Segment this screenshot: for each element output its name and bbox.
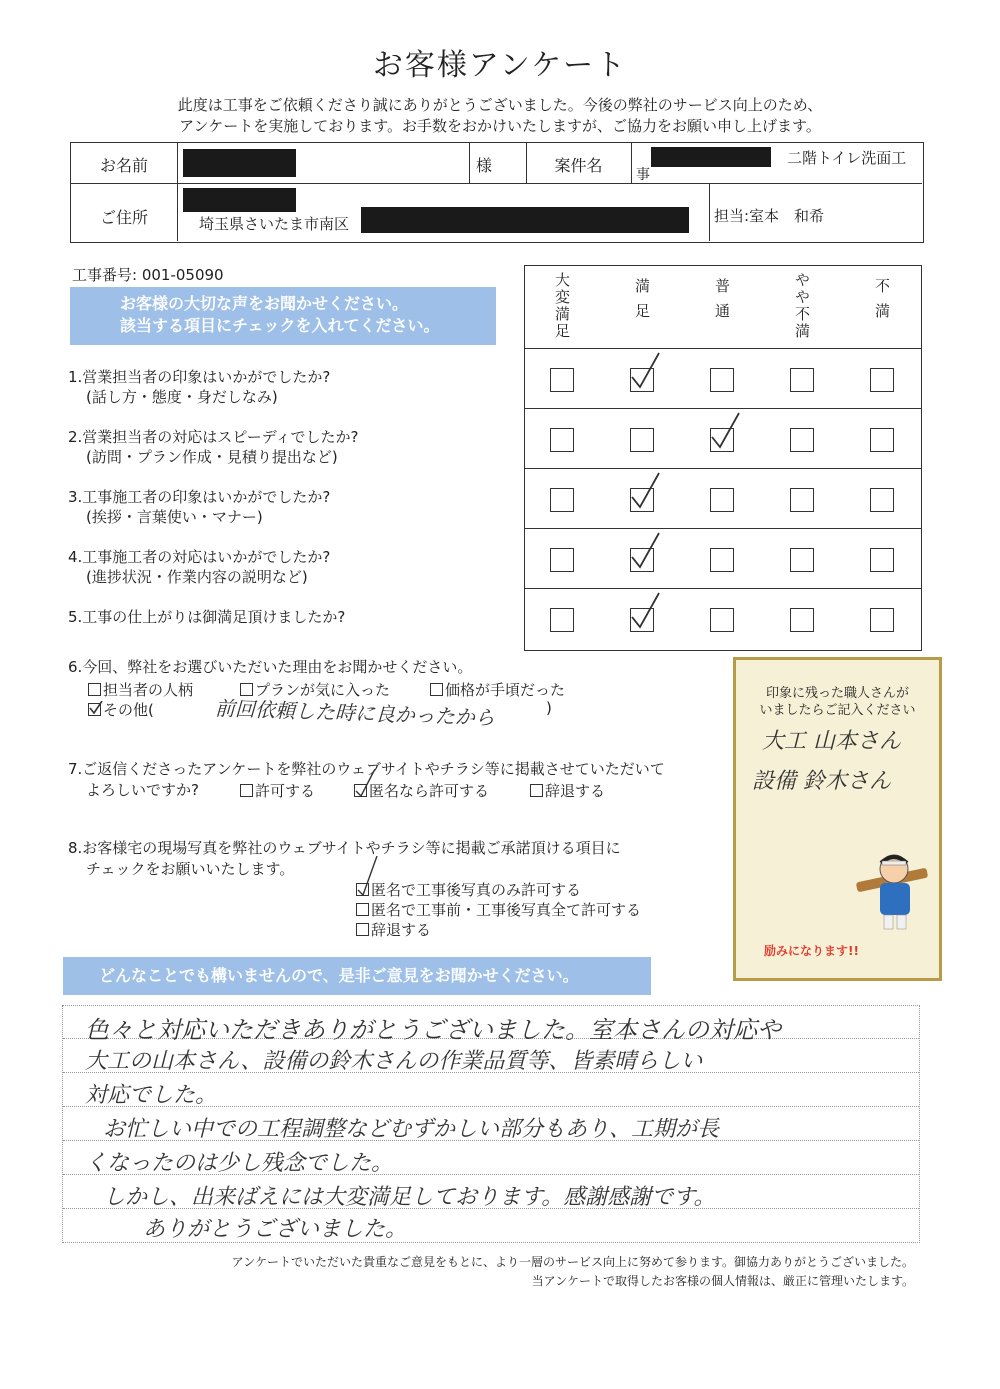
rating-checkbox-q2-3-checked[interactable] bbox=[710, 428, 734, 452]
q7-option-decline-box[interactable] bbox=[530, 784, 543, 797]
question-6-title: 6.今回、弊社をお選びいただいた理由をお聞かせください。 bbox=[68, 658, 473, 676]
page-title: お客様アンケート bbox=[372, 48, 628, 83]
comment-line-5: くなったのは少し残念でした。 bbox=[85, 1151, 394, 1176]
name-label: お名前 bbox=[99, 156, 148, 175]
comment-line-3: 対応でした。 bbox=[85, 1083, 218, 1108]
q6-option-staff-box[interactable] bbox=[88, 683, 101, 696]
q6-option-staff-label: 担当者の人柄 bbox=[103, 681, 194, 699]
rating-checkbox-q4-4[interactable] bbox=[790, 548, 814, 572]
question-5-title: 5.工事の仕上がりは御満足頂けましたか? bbox=[68, 608, 346, 626]
question-2 bbox=[68, 427, 358, 467]
intro-line-2: アンケートを実施しております。お手数をおかけいたしますが、ご協力をお願い申し上げます。 bbox=[179, 117, 821, 135]
comment-line-4: お忙しい中での工程調整などむずかしい部分もあり、工期が長 bbox=[103, 1117, 720, 1142]
q8-option-after-only-label: 匿名で工事後写真のみ許可する bbox=[371, 881, 582, 899]
q6-option-staff[interactable] bbox=[88, 679, 193, 700]
rating-checkbox-q2-4[interactable] bbox=[790, 428, 814, 452]
rating-checkbox-q1-2-checked[interactable] bbox=[630, 368, 654, 392]
question-1-sub: (話し方・態度・身だしなみ) bbox=[86, 388, 278, 406]
rating-checkbox-q2-5[interactable] bbox=[870, 428, 894, 452]
card-title-1: 印象に残った職人さんが bbox=[765, 686, 909, 701]
rating-checkbox-q3-1[interactable] bbox=[550, 488, 574, 512]
instruction-banner bbox=[70, 287, 496, 345]
rating-checkbox-q3-3[interactable] bbox=[710, 488, 734, 512]
card-handwriting-2: 設備 鈴木さん bbox=[752, 769, 891, 794]
address-value: 埼玉県さいたま市南区 bbox=[199, 215, 350, 233]
q6-option-other-label: その他( bbox=[103, 701, 154, 719]
banner-line-1: お客様の大切な声をお聞かせください。 bbox=[120, 294, 409, 313]
q7-option-allow-label: 許可する bbox=[255, 782, 316, 800]
rating-checkbox-q4-3[interactable] bbox=[710, 548, 734, 572]
question-4-title: 4.工事施工者の対応はいかがでしたか? bbox=[68, 548, 331, 566]
comment-line-2: 大工の山本さん、設備の鈴木さんの作業品質等、皆素晴らしい bbox=[85, 1049, 703, 1074]
redacted-address-2 bbox=[361, 207, 689, 233]
q8-option-all-box[interactable] bbox=[356, 903, 369, 916]
redacted-project bbox=[651, 147, 771, 167]
intro-line-1: 此度は工事をご依頼くださり誠にありがとうございました。今後の弊社のサービス向上のため、 bbox=[177, 96, 823, 114]
footer-line-1: アンケートでいただいた貴重なご意見をもとに、より一層のサービス向上に努めて参ります。御協力ありがとうございました。 bbox=[231, 1255, 914, 1269]
craftsman-card bbox=[733, 657, 942, 981]
q6-option-plan-label: プランが気に入った bbox=[255, 681, 391, 699]
question-3 bbox=[68, 487, 330, 527]
project-value-2: 事 bbox=[636, 167, 650, 183]
q8-option-all[interactable] bbox=[356, 899, 641, 920]
footer-line-2: 当アンケートで取得したお客様の個人情報は、厳正に管理いたします。 bbox=[531, 1274, 914, 1288]
question-4-sub: (進捗状況・作業内容の説明など) bbox=[86, 568, 308, 586]
info-table bbox=[70, 142, 924, 243]
q7-option-decline-label: 辞退する bbox=[545, 782, 606, 800]
carpenter-illustration-icon bbox=[856, 845, 936, 935]
q8-option-after-only[interactable] bbox=[356, 879, 581, 900]
address-label: ご住所 bbox=[99, 208, 148, 227]
opinion-banner: どんなことでも構いませんので、是非ご意見をお聞かせください。 bbox=[63, 957, 651, 995]
question-4 bbox=[68, 547, 330, 587]
rating-checkbox-q1-5[interactable] bbox=[870, 368, 894, 392]
q7-option-anonymous-label: 匿名なら許可する bbox=[369, 782, 490, 800]
card-handwriting-1: 大工 山本さん bbox=[762, 729, 901, 754]
rating-checkbox-q5-3[interactable] bbox=[710, 608, 734, 632]
comment-line-6: しかし、出来ばえには大変満足しております。感謝感謝です。 bbox=[103, 1185, 716, 1210]
question-2-sub: (訪問・プラン作成・見積り提出など) bbox=[86, 448, 338, 466]
q6-option-price[interactable] bbox=[430, 679, 565, 700]
job-number: 工事番号: 001-05090 bbox=[72, 266, 224, 284]
rating-checkbox-q3-4[interactable] bbox=[790, 488, 814, 512]
question-8-line-2: チェックをお願いいたします。 bbox=[86, 860, 295, 878]
question-2-title: 2.営業担当者の対応はスピーディでしたか? bbox=[68, 428, 359, 446]
q6-option-other[interactable] bbox=[88, 699, 154, 720]
rating-checkbox-q1-3[interactable] bbox=[710, 368, 734, 392]
card-footer: 励みになります!! bbox=[764, 944, 859, 958]
q7-option-decline[interactable] bbox=[530, 780, 605, 801]
rating-checkbox-q5-1[interactable] bbox=[550, 608, 574, 632]
rating-checkbox-q5-2-checked[interactable] bbox=[630, 608, 654, 632]
question-3-sub: (挨拶・言葉使い・マナー) bbox=[86, 508, 263, 526]
header-satisfied: 満足 bbox=[633, 278, 651, 328]
question-1-title: 1.営業担当者の印象はいかがでしたか? bbox=[68, 368, 331, 386]
q8-option-decline[interactable] bbox=[356, 919, 431, 940]
rating-checkbox-q2-1[interactable] bbox=[550, 428, 574, 452]
comment-line-7: ありがとうございました。 bbox=[143, 1217, 408, 1242]
question-3-title: 3.工事施工者の印象はいかがでしたか? bbox=[68, 488, 331, 506]
question-1 bbox=[68, 367, 330, 407]
q6-option-price-box[interactable] bbox=[430, 683, 443, 696]
header-dissatisfied: 不満 bbox=[873, 278, 891, 328]
rating-checkbox-q4-1[interactable] bbox=[550, 548, 574, 572]
rating-checkbox-q1-1[interactable] bbox=[550, 368, 574, 392]
header-neutral: 普通 bbox=[713, 278, 731, 328]
rating-checkbox-q5-5[interactable] bbox=[870, 608, 894, 632]
q6-other-handwriting: 前回依頼した時に良かったから bbox=[214, 696, 496, 730]
project-label: 案件名 bbox=[554, 156, 603, 175]
banner-line-2: 該当する項目にチェックを入れてください。 bbox=[120, 316, 440, 335]
rating-checkbox-q5-4[interactable] bbox=[790, 608, 814, 632]
project-value-1: 二階トイレ洗面工 bbox=[787, 149, 907, 167]
q7-option-anonymous[interactable] bbox=[354, 780, 489, 801]
q6-option-price-label: 価格が手頃だった bbox=[445, 681, 566, 699]
rating-checkbox-q3-2-checked[interactable] bbox=[630, 488, 654, 512]
q8-option-decline-label: 辞退する bbox=[371, 921, 432, 939]
rating-checkbox-q4-2-checked[interactable] bbox=[630, 548, 654, 572]
card-title-2: いましたらご記入ください bbox=[759, 703, 916, 718]
q8-option-after-only-box[interactable] bbox=[356, 883, 369, 896]
honorific: 様 bbox=[475, 156, 492, 175]
redacted-address-1 bbox=[183, 188, 296, 212]
header-very-satisfied: 大変満足 bbox=[553, 272, 571, 340]
q7-option-anonymous-box[interactable] bbox=[354, 784, 367, 797]
rating-checkbox-q1-4[interactable] bbox=[790, 368, 814, 392]
header-somewhat-dissatisfied: やや不満 bbox=[793, 272, 811, 340]
comment-line-1: 色々と対応いただきありがとうございました。室本さんの対応や bbox=[85, 1016, 781, 1044]
staff-text: 担当:室本 和希 bbox=[714, 207, 825, 225]
q6-option-other-box[interactable] bbox=[88, 703, 101, 716]
q7-option-allow-box[interactable] bbox=[240, 784, 253, 797]
rating-checkbox-q4-5[interactable] bbox=[870, 548, 894, 572]
rating-checkbox-q2-2[interactable] bbox=[630, 428, 654, 452]
q6-close-paren: ) bbox=[546, 699, 552, 717]
redacted-name bbox=[183, 149, 296, 177]
rating-checkbox-q3-5[interactable] bbox=[870, 488, 894, 512]
question-7-line-1: 7.ご返信くださったアンケートを弊社のウェブサイトやチラシ等に掲載させていただいて bbox=[68, 760, 665, 778]
comment-area bbox=[62, 1005, 920, 1243]
q8-option-decline-box[interactable] bbox=[356, 923, 369, 936]
question-7-line-2: よろしいですか? bbox=[86, 781, 199, 799]
q7-option-allow[interactable] bbox=[240, 780, 315, 801]
question-5 bbox=[68, 607, 345, 627]
question-8-line-1: 8.お客様宅の現場写真を弊社のウェブサイトやチラシ等に掲載ご承諾頂ける項目に bbox=[68, 839, 621, 857]
q8-option-all-label: 匿名で工事前・工事後写真全て許可する bbox=[371, 901, 642, 919]
